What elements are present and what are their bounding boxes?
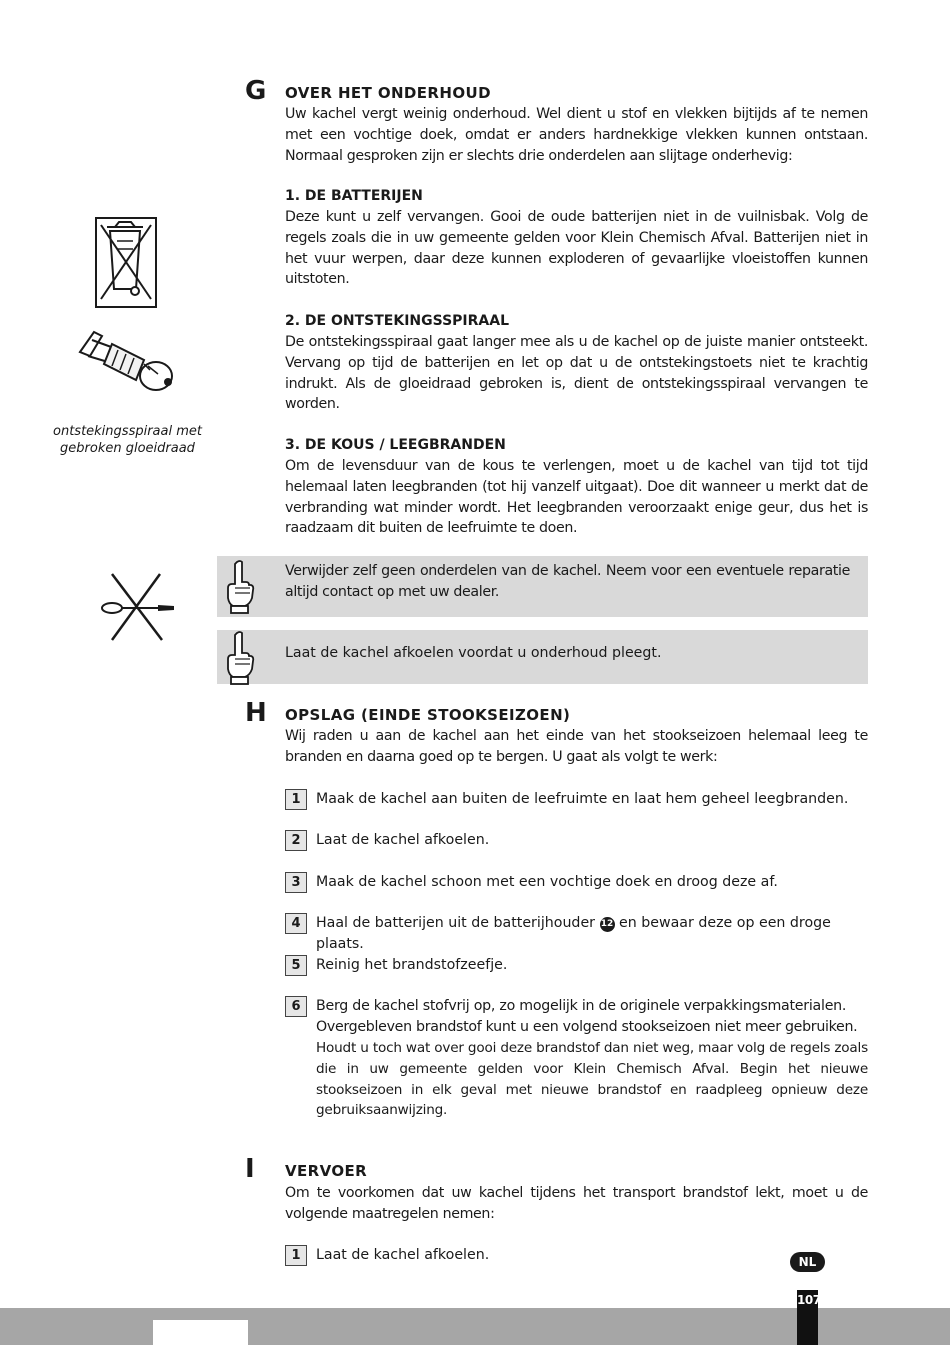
section-letter-i: I [245,1154,255,1184]
step-number: 4 [285,913,307,934]
step-text: Laat de kachel afkoelen. [316,832,490,848]
batterijen-text: Deze kunt u zelf vervangen. Gooi de oude batterijen niet in de vuilnisbak. Volg de regels zoals die in uw gemeente gelden voor Klein Chemisch Afval. Batterijen niet in het vuur werpen, daar deze kunnen exploderen of gevaarlijke vloeistoffen kunnen uitstoten. [285,209,868,288]
step-number: 1 [285,1245,307,1266]
section-title-vervoer: VERVOER [285,1162,368,1180]
coil-caption: ontstekingsspiraal met gebroken gloeidraad [53,424,202,456]
step-text: Laat de kachel afkoelen. [316,1247,490,1263]
step-number: 6 [285,996,307,1017]
step-text-continued: Houdt u toch wat over gooi deze brandstof dan niet weg, maar volg de regels zoals die in uw gemeente gelden voor Klein Chemisch Afval. Begin het nieuwe stookseizoen in elk geval met nieuwe brandstof en raadpleeg opnieuw deze gebruiksaanwijzing. [316,1040,868,1119]
warning-box-repair [217,556,868,617]
batterijen-title: 1. DE BATTERIJEN [285,188,423,204]
kous-text: Om de levensduur van de kous te verlengen, moet u de kachel van tijd tot tijd helemaal laten leegbranden (tot hij vanzelf uitgaat). Doe dit wanneer u merkt dat de verbranding wat minder wordt. Het leegbranden veroorzaakt enige geur, dus het is raadzaam dit buiten de leefruimte te doen. [285,458,868,537]
wheelie-bin-crossed-icon [95,217,157,309]
step-text: Reinig het brandstofzeefje. [316,957,508,973]
step-number: 3 [285,872,307,893]
step-text: Maak de kachel aan buiten de leefruimte en laat hem geheel leegbranden. [316,791,849,807]
step-text-after: en bewaar deze op een droge plaats. [316,915,831,952]
pointing-hand-icon [225,560,255,614]
language-badge: NL [790,1252,825,1272]
step-text [316,913,876,955]
step-text: Berg de kachel stofvrij op, zo mogelijk in de originele verpakkingsmaterialen. [316,998,847,1014]
onderhoud-intro: Uw kachel vergt weinig onderhoud. Wel dient u stof en vlekken bijtijds af te nemen met een vochtige doek, omdat er anders hardnekkige vlekken kunnen ontstaan. Normaal gesproken zijn er slechts drie onderdelen aan slijtage onderhevig: [285,106,868,164]
ontstekingsspiraal-title: 2. DE ONTSTEKINGSSPIRAAL [285,313,509,329]
kous-title: 3. DE KOUS / LEEGBRANDEN [285,437,506,453]
ontstekingsspiraal-text: De ontstekingsspiraal gaat langer mee als u de kachel op de juiste manier ontsteekt. Vervang op tijd de batterijen en let op dat u de ontstekingstoets niet te krachtig indrukt. Als de gloeidraad gebroken is, dient de ontstekingsspiraal vervangen te worden. [285,334,868,413]
step-number: 1 [285,789,307,810]
section-letter-g: G [245,76,267,106]
step-number: 5 [285,955,307,976]
step-text: Maak de kachel schoon met een vochtige doek en droog deze af. [316,874,778,890]
step-text-continued: Overgebleven brandstof kunt u een volgend stookseizoen niet meer gebruiken. [316,1019,858,1035]
pointing-hand-icon [225,631,255,685]
warning-repair-text: Verwijder zelf geen onderdelen van de kachel. Neem voor een eventuele reparatie altijd contact op met uw dealer. [285,563,850,600]
warning-box-cooldown [217,630,868,684]
vervoer-intro: Om te voorkomen dat uw kachel tijdens het transport brandstof lekt, moet u de volgende maatregelen nemen: [285,1185,868,1222]
ignition-coil-icon [72,322,182,402]
step-text-before: Haal de batterijen uit de batterijhouder [316,915,596,931]
footer-white-tab [153,1320,248,1345]
page-number: 107 [797,1290,818,1345]
section-title-onderhoud: OVER HET ONDERHOUD [285,84,491,102]
section-title-opslag: OPSLAG (EINDE STOOKSEIZOEN) [285,706,571,724]
step-number: 2 [285,830,307,851]
no-screwdriver-icon [98,570,178,642]
opslag-intro: Wij raden u aan de kachel aan het einde van het stookseizoen helemaal leeg te branden en daarna goed op te bergen. U gaat als volgt te werk: [285,728,868,765]
reference-number-badge: 12 [600,917,615,932]
warning-cooldown-text: Laat de kachel afkoelen voordat u onderhoud pleegt. [285,645,662,661]
section-letter-h: H [245,698,267,728]
